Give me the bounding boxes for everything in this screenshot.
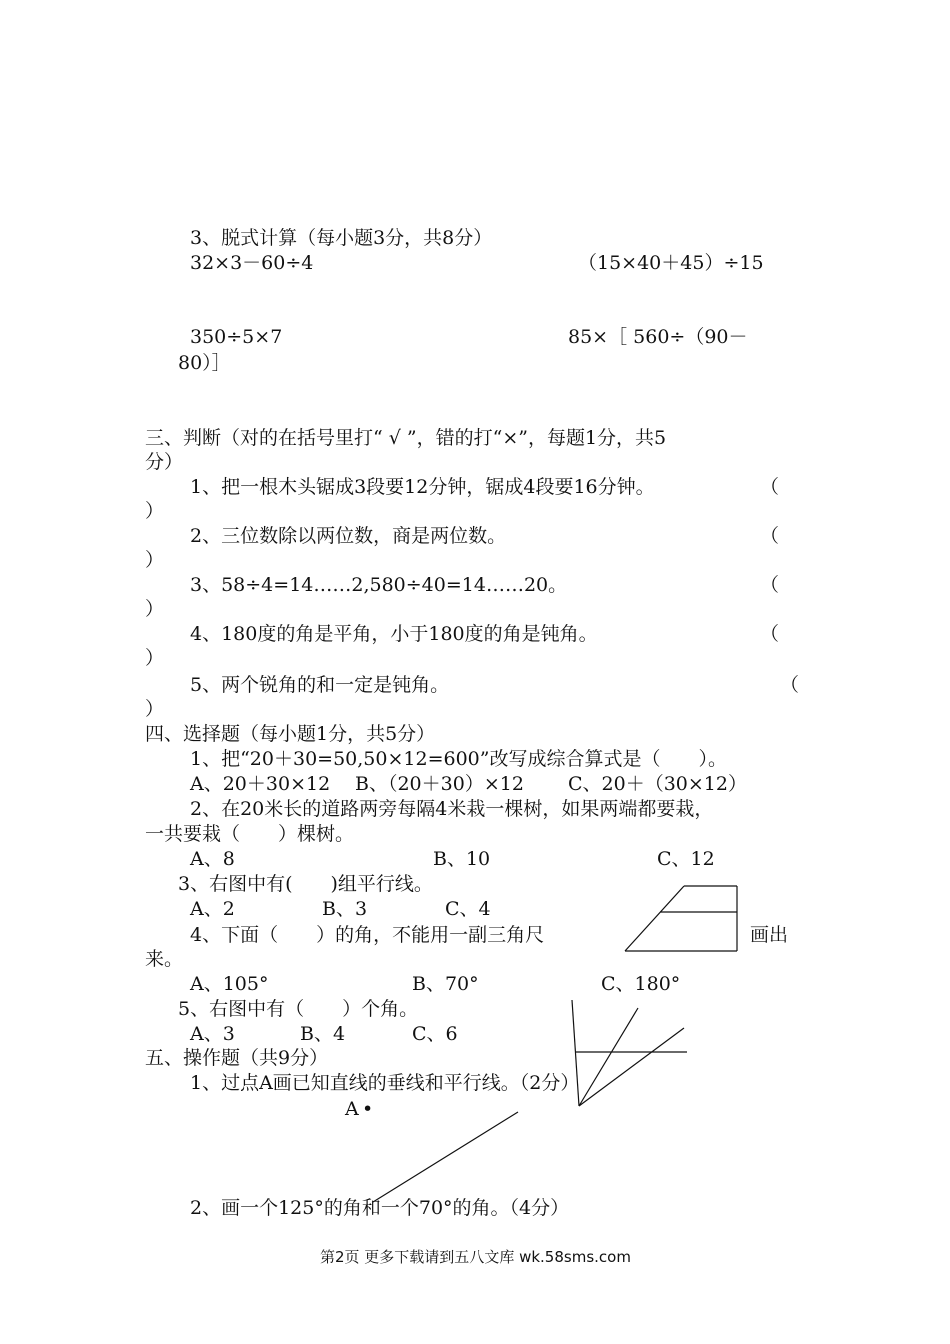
choice-option: B、10 — [433, 848, 491, 870]
answer-paren-open: （ — [760, 574, 780, 596]
choice-option: B、（20＋30）×12 — [355, 773, 524, 795]
point-a-dot: • — [362, 1098, 374, 1120]
page-footer: 第2页 更多下载请到五八文库 wk.58sms.com — [320, 1248, 631, 1266]
calc-heading: 3、脱式计算（每小题3分，共8分） — [190, 227, 493, 249]
calc-expression: （15×40＋45）÷15 — [578, 252, 764, 274]
answer-paren-close: ） — [145, 598, 165, 620]
choice-question-cont: 一共要栽（ ）棵树。 — [145, 823, 355, 845]
operation-question: 1、过点A画已知直线的垂线和平行线。（2分） — [190, 1072, 580, 1094]
answer-paren-open: （ — [760, 525, 780, 547]
choice-option: B、70° — [412, 973, 479, 995]
choice-option: A、8 — [190, 848, 235, 870]
answer-paren-open: （ — [760, 476, 780, 498]
choice-question-cont: 来。 — [145, 948, 184, 970]
answer-paren-close: ） — [145, 698, 165, 720]
choice-option: A、20＋30×12 — [190, 773, 331, 795]
choice-option: A、2 — [190, 898, 235, 920]
choice-question: 5、右图中有（ ）个角。 — [178, 998, 419, 1020]
answer-paren-close: ） — [145, 500, 165, 522]
calc-expression-cont: 80）］ — [178, 352, 231, 374]
choice-question-tail: 画出 — [750, 924, 789, 946]
section-heading-cont: 分） — [145, 451, 184, 473]
choice-option: B、3 — [322, 898, 368, 920]
calc-expression: 32×3－60÷4 — [190, 252, 314, 274]
point-a-label: A — [345, 1098, 359, 1120]
choice-option: A、3 — [190, 1023, 235, 1045]
given-line — [373, 1112, 518, 1202]
choice-option: C、4 — [445, 898, 491, 920]
choice-question: 1、把“20＋30=50,50×12=600”改写成综合算式是（ ）。 — [190, 748, 727, 770]
choice-question: 3、右图中有( )组平行线。 — [178, 873, 433, 895]
choice-option: C、20＋（30×12） — [568, 773, 747, 795]
answer-paren-open: （ — [760, 623, 780, 645]
calc-expression: 85×［ 560÷（90－ — [568, 326, 748, 348]
choice-option: C、6 — [412, 1023, 458, 1045]
choice-option: C、12 — [657, 848, 715, 870]
judge-item: 1、把一根木头锯成3段要12分钟，锯成4段要16分钟。 — [190, 476, 655, 498]
answer-paren-open: （ — [780, 674, 800, 696]
angles-figure — [572, 1000, 687, 1106]
answer-paren-close: ） — [145, 549, 165, 571]
answer-paren-close: ） — [145, 647, 165, 669]
section-heading: 四、选择题（每小题1分，共5分） — [145, 723, 436, 745]
choice-option: A、105° — [190, 973, 269, 995]
judge-item: 2、三位数除以两位数，商是两位数。 — [190, 525, 507, 547]
judge-item: 4、180度的角是平角，小于180度的角是钝角。 — [190, 623, 598, 645]
operation-question: 2、画一个125°的角和一个70°的角。（4分） — [190, 1197, 570, 1219]
choice-option: B、4 — [300, 1023, 346, 1045]
judge-item: 3、58÷4=14……2,580÷40=14……20。 — [190, 574, 568, 596]
choice-question: 2、在20米长的道路两旁每隔4米栽一棵树，如果两端都要栽， — [190, 798, 714, 820]
choice-question: 4、下面（ ）的角，不能用一副三角尺 — [190, 924, 545, 946]
calc-expression: 350÷5×7 — [190, 326, 283, 348]
section-heading: 三、判断（对的在括号里打“ √ ”，错的打“×”，每题1分，共5 — [145, 427, 667, 449]
section-heading: 五、操作题（共9分） — [145, 1047, 329, 1069]
choice-option: C、180° — [601, 973, 681, 995]
trapezoid-figure — [625, 886, 737, 951]
judge-item: 5、两个锐角的和一定是钝角。 — [190, 674, 450, 696]
